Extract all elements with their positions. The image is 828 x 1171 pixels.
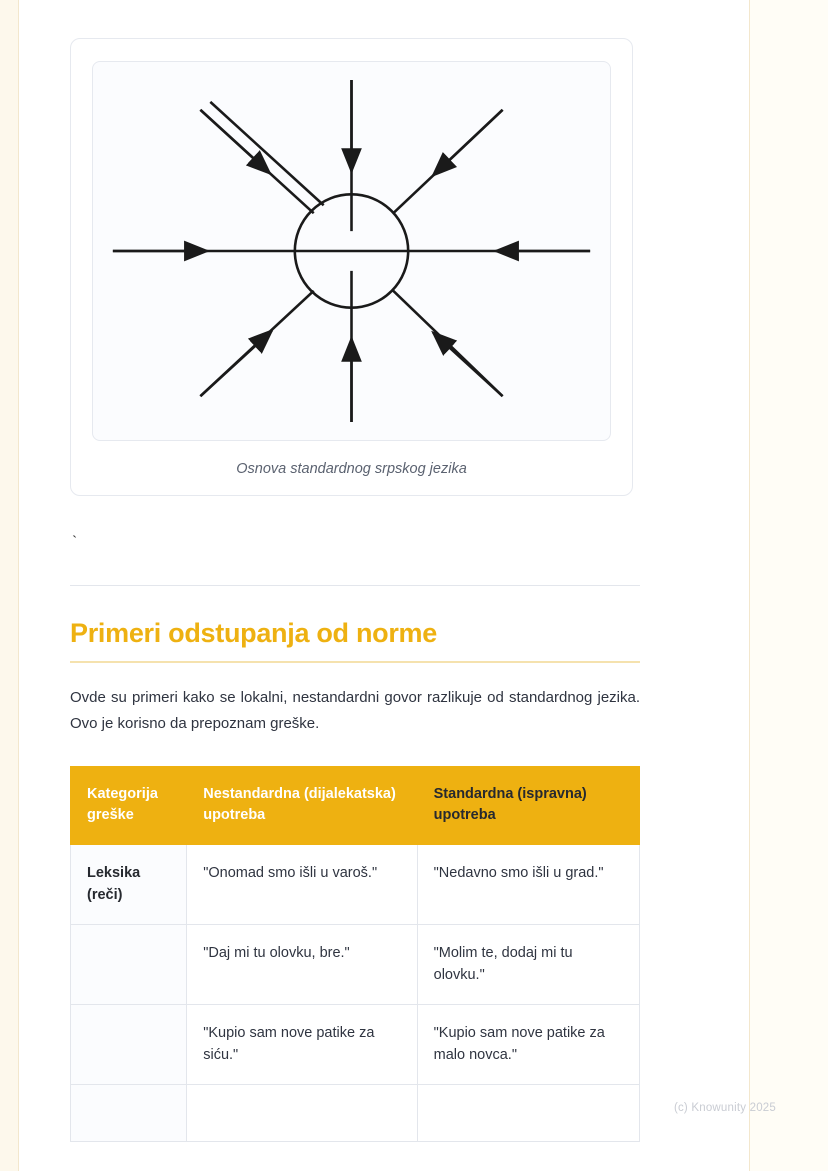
page-right-margin <box>749 0 828 1171</box>
cell-standard: "Nedavno smo išli u grad." <box>417 845 639 925</box>
table-row <box>71 924 640 1004</box>
cell-nonstandard: "Daj mi tu olovku, bre." <box>187 924 417 1004</box>
watermark: (c) Knowunity 2025 <box>673 1102 776 1114</box>
table-row <box>71 1084 640 1141</box>
figure-caption: Osnova standardnog srpskog jezika <box>236 461 467 477</box>
radial-arrows-icon <box>93 62 610 440</box>
table-header-category: Kategorija greške <box>71 766 187 845</box>
cell-standard: "Kupio sam nove patike za malo novca." <box>417 1004 639 1084</box>
cell-standard: "Molim te, dodaj mi tu olovku." <box>417 924 639 1004</box>
cell-nonstandard: "Onomad smo išli u varoš." <box>187 845 417 925</box>
table-header-row <box>71 766 640 845</box>
cell-category <box>71 924 187 1004</box>
cell-standard <box>417 1084 639 1141</box>
figure-card <box>70 38 633 496</box>
document-content <box>70 0 640 1142</box>
section-title: Primeri odstupanja od norme <box>70 618 437 648</box>
page-left-margin <box>0 0 19 1171</box>
table-row <box>71 845 640 925</box>
title-underline <box>70 661 640 663</box>
cell-nonstandard <box>187 1084 417 1141</box>
cell-nonstandard: "Kupio sam nove patike za siću." <box>187 1004 417 1084</box>
table-header-nonstandard: Nestandardna (dijalekatska) upotreba <box>187 766 417 845</box>
table-row <box>71 1004 640 1084</box>
cell-category: Leksika (reči) <box>71 845 187 925</box>
section-divider <box>70 585 640 586</box>
figure-image <box>92 61 611 441</box>
cell-category <box>71 1084 187 1141</box>
section-paragraph: Ovde su primeri kako se lokalni, nestandardni govor razlikuje od standardnog jezika. Ovo je korisno da prepoznam greške. <box>70 689 640 733</box>
cell-category <box>71 1004 187 1084</box>
stray-backtick: ` <box>70 534 80 551</box>
examples-table <box>70 766 640 1143</box>
table-header-standard: Standardna (ispravna) upotreba <box>417 766 639 845</box>
